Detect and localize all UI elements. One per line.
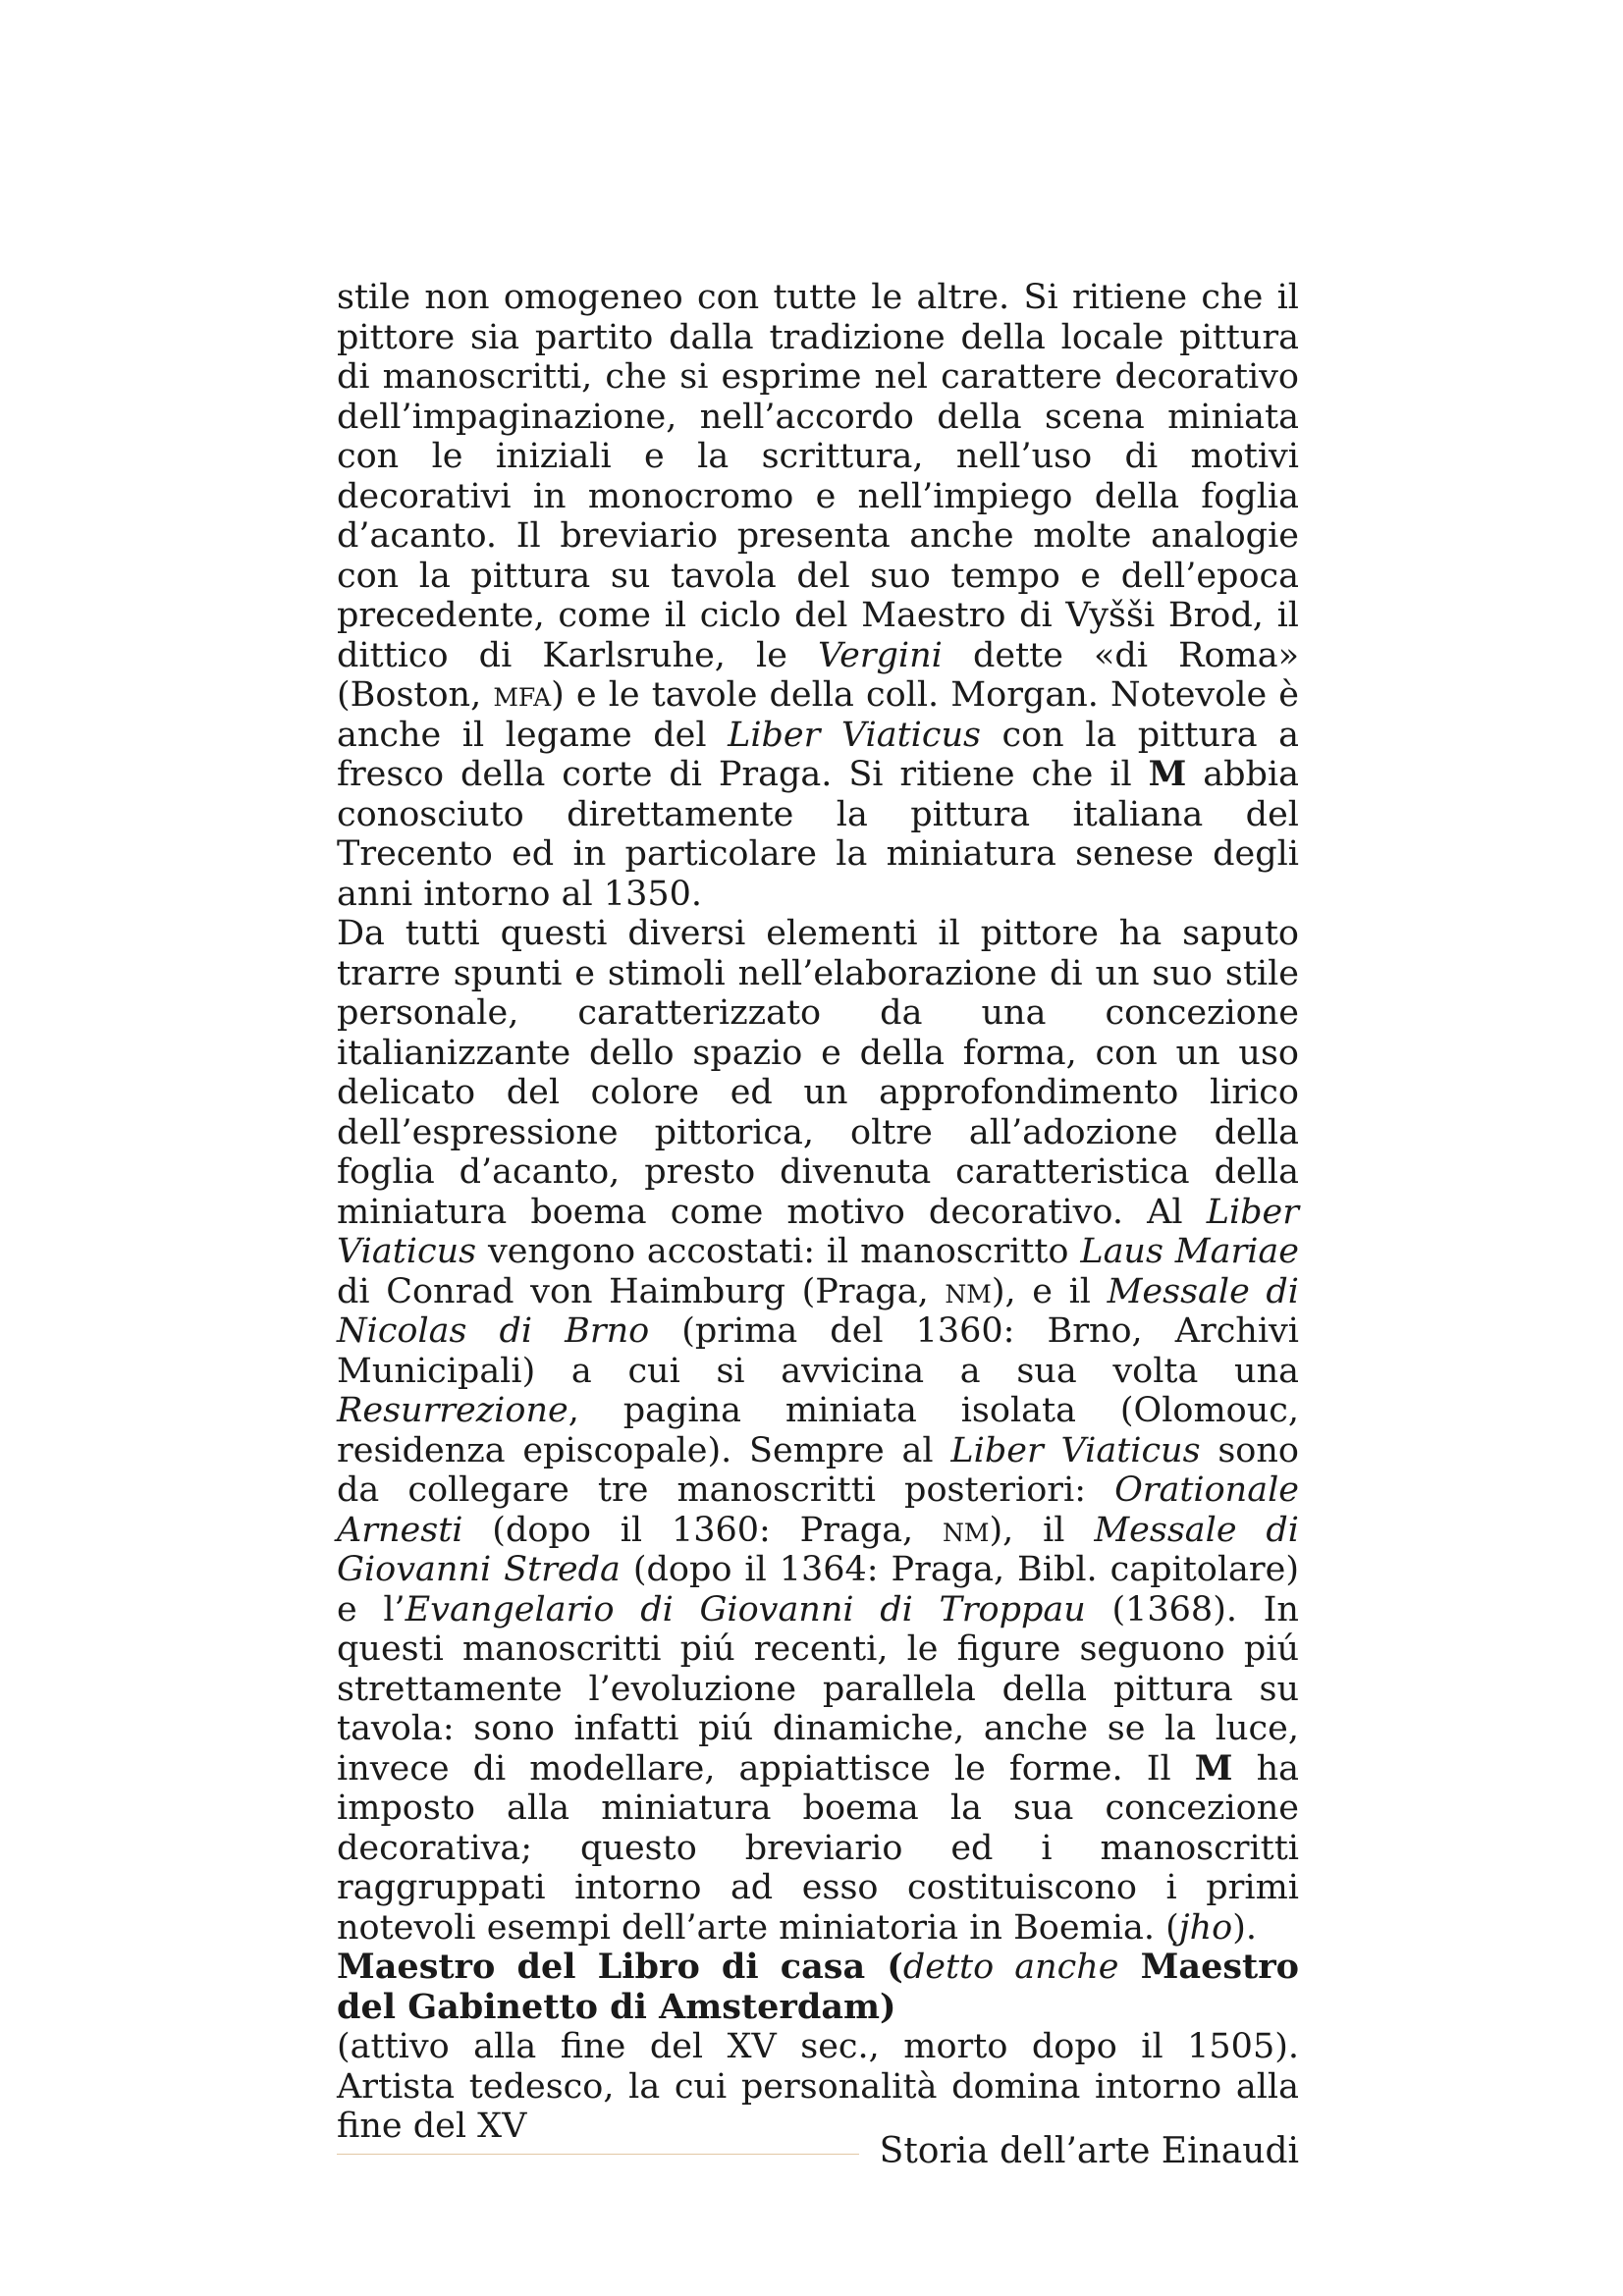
entry-title-alias-intro: detto anche [902, 1948, 1119, 1987]
text-span: ha imposto alla miniatura boema la sua concezione decorativa; questo breviario ed i manoscritti raggruppati intorno ad esso costituiscono i primi notevoli esempi dell’arte miniatoria in Boemia. ( [337, 1748, 1299, 1948]
text-span: (1368). In questi manoscritti piú recenti, le figure seguono piú strettamente l’evoluzione parallela della pittura su tavola: sono infatti piú dinamiche, anche se la luce, invece di modellare, appiattisce le forme. Il [337, 1589, 1299, 1789]
text-span: ), il [989, 1510, 1095, 1550]
italic-span: Messale di Giovanni Streda [337, 1510, 1299, 1589]
text-span: ). [1232, 1907, 1257, 1948]
entry-title-name: Maestro del Libro di casa ( [337, 1947, 903, 1987]
text-span: (prima del 1360: Brno, Archivi Municipali) a cui si avvicina a sua volta una [337, 1311, 1300, 1391]
italic-span: Messale di Nicolas di Brno [337, 1271, 1300, 1351]
text-span: con la pittura a fresco della corte di Praga. Si ritiene che il [337, 715, 1300, 794]
bold-span: M [1148, 754, 1187, 794]
smallcaps-span: nm [943, 1510, 990, 1550]
italic-span: Vergini [818, 635, 943, 675]
text-span: Da tutti questi diversi elementi il pittore ha saputo trarre spunti e stimoli nell’elaborazione di un suo stile personale, caratterizzato da una concezione italianizzante dello spazio e della forma, con un uso delicato del colore ed un approfondimento lirico dell’espressione pittorica, oltre all’adozione della foglia d’acanto, presto divenuta caratteristica della miniatura boema come motivo decorativo. Al [337, 914, 1299, 1232]
italic-span: Orationale Arnesti [337, 1470, 1299, 1550]
text-span: di Conrad von Haimburg (Praga, [337, 1271, 946, 1311]
entry-title [337, 1948, 1299, 2027]
text-span: (dopo il 1364: Praga, Bibl. capitolare) e l’ [337, 1550, 1299, 1629]
smallcaps-span: mfa [493, 675, 552, 715]
italic-span: jho [1178, 1907, 1233, 1948]
text-span: , pagina miniata isolata (Olomouc, residenza episcopale). Sempre al [337, 1391, 1299, 1470]
italic-span: Resurrezione [337, 1391, 568, 1430]
page-body [337, 278, 1299, 2147]
text-span: ) e le tavole della coll. Morgan. Notevole è anche il legame del [337, 675, 1299, 755]
smallcaps-span: nm [945, 1271, 992, 1311]
text-span: dette «di Roma» (Boston, [337, 635, 1299, 715]
italic-span: Evangelario di Giovanni di Troppau [405, 1589, 1086, 1629]
text-span: abbia conosciuto direttamente la pittura italiana del Trecento ed in particolare la miniatura senese degli anni intorno al 1350. [337, 755, 1299, 914]
text-span: stile non omogeneo con tutte le altre. Si ritiene che il pittore sia partito dalla tradizione della locale pittura di manoscritti, che si esprime nel carattere decorativo dell’impaginazione, nell’accordo della scena miniata con le iniziali e la scrittura, nell’uso di motivi decorativi in monocromo e nell’impiego della foglia d’acanto. Il breviario presenta anche molte analogie con la pittura su tavola del suo tempo e dell’epoca precedente, come il ciclo del Maestro di Vyšši Brod, il dittico di Karlsruhe, le [337, 278, 1299, 675]
body-paragraph [337, 278, 1299, 914]
text-span: (dopo il 1360: Praga, [462, 1510, 944, 1550]
entry-title-alias: Maestro del Gabinetto di Amsterdam) [337, 1947, 1300, 2027]
entry-body: (attivo alla fine del XV sec., morto dopo il 1505). Artista tedesco, la cui personalità domina intorno alla fine del XV [337, 2027, 1299, 2146]
text-span: vengono accostati: il manoscritto [476, 1232, 1081, 1271]
italic-span: Liber Viaticus [950, 1430, 1201, 1470]
italic-span: Liber Viaticus [337, 1192, 1299, 1271]
italic-span: Laus Mariae [1080, 1232, 1300, 1271]
footer-rule [337, 2154, 859, 2155]
footer-publication: Storia dell’arte Einaudi [879, 2131, 1299, 2171]
body-paragraph [337, 914, 1299, 1948]
bold-span: M [1194, 1747, 1233, 1789]
italic-span: Liber Viaticus [728, 715, 981, 755]
text-span: sono da collegare tre manoscritti posteriori: [337, 1430, 1299, 1510]
text-span: ), e il [991, 1271, 1108, 1311]
